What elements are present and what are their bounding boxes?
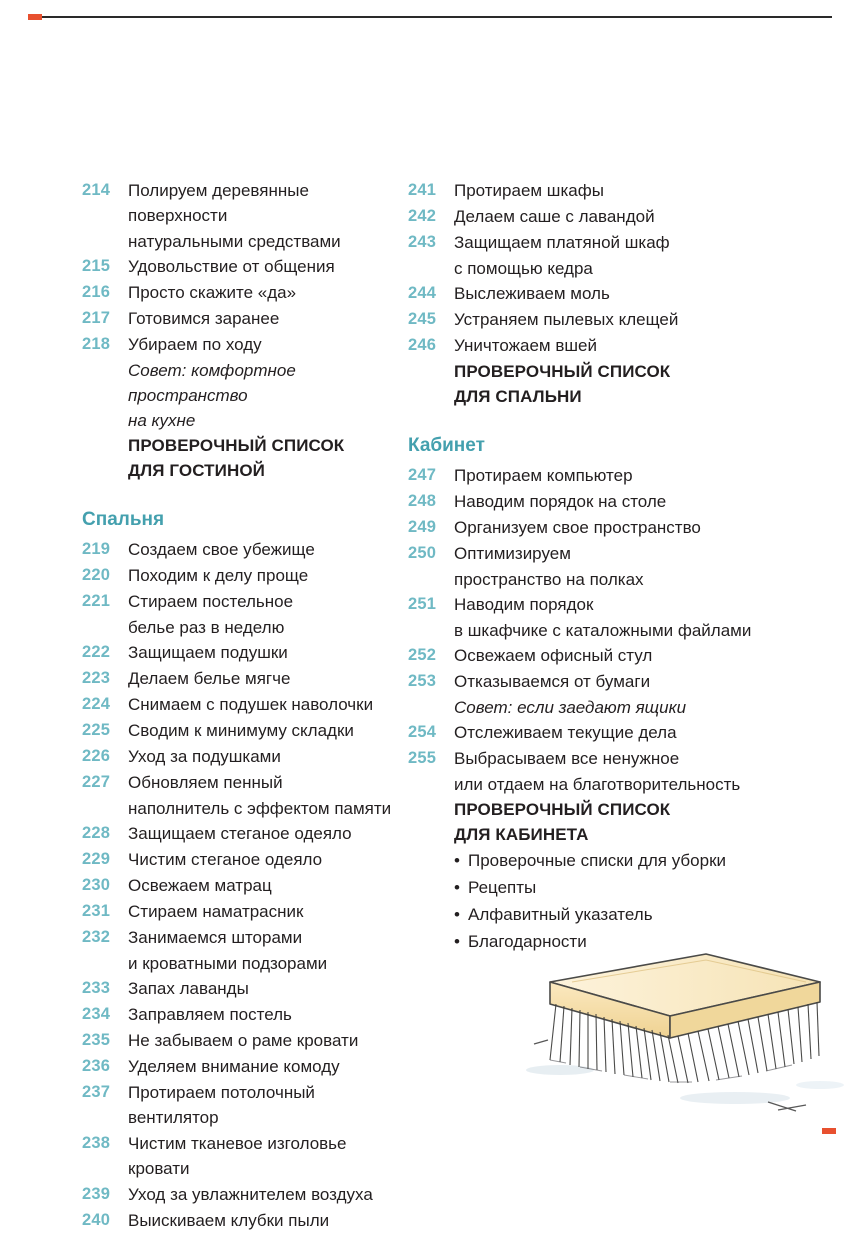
entry-title: Выискиваем клубки пыли bbox=[128, 1211, 330, 1230]
entry-number: 214 bbox=[82, 181, 111, 199]
entry-number: 254 bbox=[408, 723, 437, 741]
entry-number: 232 bbox=[82, 928, 111, 946]
list-item-label: Алфавитный указатель bbox=[468, 905, 653, 924]
entry-number: 248 bbox=[408, 492, 437, 510]
entry-title: Оптимизируем bbox=[454, 544, 571, 563]
toc-entry bbox=[82, 666, 400, 691]
entry-title: Уничтожаем вшей bbox=[454, 336, 597, 355]
toc-entry bbox=[82, 873, 400, 898]
decorative-header-rule bbox=[42, 16, 832, 18]
entry-title: Протираем потолочный вентилятор bbox=[128, 1083, 315, 1127]
entry-title: Отслеживаем текущие дела bbox=[454, 723, 677, 742]
entry-title: Удовольствие от общения bbox=[128, 257, 335, 276]
toc-entry bbox=[82, 925, 400, 950]
toc-entry bbox=[82, 537, 400, 562]
toc-entry bbox=[82, 1028, 400, 1053]
bullet-icon: • bbox=[454, 932, 460, 951]
scrub-brush-illustration bbox=[520, 920, 850, 1120]
entry-title: Уход за подушками bbox=[128, 747, 281, 766]
toc-entry bbox=[82, 1002, 400, 1027]
bullet-icon: • bbox=[454, 905, 460, 924]
toc-entry bbox=[408, 669, 864, 694]
entry-number: 252 bbox=[408, 646, 437, 664]
entry-number: 219 bbox=[82, 540, 111, 558]
toc-entry bbox=[408, 541, 864, 566]
decorative-red-mark-top bbox=[28, 14, 42, 20]
tip-line: Совет: если заедают ящики bbox=[454, 698, 687, 717]
entry-title-continued: и кроватными подзорами bbox=[128, 954, 328, 973]
entry-title-continued: или отдаем на благотворительность bbox=[454, 775, 741, 794]
list-item-label: Проверочные списки для уборки bbox=[468, 851, 726, 870]
entry-title: Выслеживаем моль bbox=[454, 284, 610, 303]
toc-entry bbox=[82, 178, 400, 228]
entry-number: 226 bbox=[82, 747, 111, 765]
entry-number: 229 bbox=[82, 850, 111, 868]
entry-number: 231 bbox=[82, 902, 111, 920]
entry-title: Защищаем платяной шкаф bbox=[454, 233, 670, 252]
entry-title: Чистим стеганое одеяло bbox=[128, 850, 323, 869]
entry-title: Устраняем пылевых клещей bbox=[454, 310, 679, 329]
entry-title: Сводим к минимуму складки bbox=[128, 721, 354, 740]
entry-number: 221 bbox=[82, 592, 111, 610]
checklist-heading: ПРОВЕРОЧНЫЙ СПИСОК bbox=[454, 362, 671, 381]
toc-entry bbox=[82, 976, 400, 1001]
toc-entry bbox=[408, 463, 864, 488]
toc-entry bbox=[82, 1080, 400, 1130]
entry-title: Убираем по ходу bbox=[128, 335, 262, 354]
entry-title: Защищаем подушки bbox=[128, 643, 288, 662]
entry-title: Стираем постельное bbox=[128, 592, 294, 611]
tip-line: Совет: комфортное пространство bbox=[128, 361, 296, 405]
entry-number: 224 bbox=[82, 695, 111, 713]
entry-title-continued: натуральными средствами bbox=[128, 232, 341, 251]
entry-title: Делаем саше с лавандой bbox=[454, 207, 655, 226]
toc-entry bbox=[82, 744, 400, 769]
entry-number: 215 bbox=[82, 257, 111, 275]
entry-number: 249 bbox=[408, 518, 437, 536]
entry-title-continued: наполнитель с эффектом памяти bbox=[128, 799, 392, 818]
entry-title-continued: пространство на полках bbox=[454, 570, 644, 589]
entry-number: 237 bbox=[82, 1083, 111, 1101]
entry-number: 223 bbox=[82, 669, 111, 687]
entry-title: Наводим порядок на столе bbox=[454, 492, 667, 511]
entry-title: Освежаем матрац bbox=[128, 876, 272, 895]
entry-title: Походим к делу проще bbox=[128, 566, 309, 585]
toc-entry bbox=[408, 643, 864, 668]
toc-entry bbox=[408, 333, 864, 358]
entry-number: 217 bbox=[82, 309, 111, 327]
entry-number: 236 bbox=[82, 1057, 111, 1075]
entry-number: 216 bbox=[82, 283, 111, 301]
entry-title: Обновляем пенный bbox=[128, 773, 283, 792]
entry-title: Освежаем офисный стул bbox=[454, 646, 653, 665]
toc-entry bbox=[82, 770, 400, 795]
entry-title: Уход за увлажнителем воздуха bbox=[128, 1185, 373, 1204]
entry-title: Делаем белье мягче bbox=[128, 669, 291, 688]
entry-number: 255 bbox=[408, 749, 437, 767]
entry-title: Готовимся заранее bbox=[128, 309, 280, 328]
entry-title: Протираем компьютер bbox=[454, 466, 633, 485]
toc-entry bbox=[408, 746, 864, 771]
entry-title: Стираем наматрасник bbox=[128, 902, 304, 921]
toc-entry bbox=[82, 306, 400, 331]
entry-number: 239 bbox=[82, 1185, 111, 1203]
toc-entry bbox=[408, 489, 864, 514]
checklist-heading: ПРОВЕРОЧНЫЙ СПИСОК bbox=[128, 436, 345, 455]
entry-title: Протираем шкафы bbox=[454, 181, 604, 200]
entry-title: Уделяем внимание комоду bbox=[128, 1057, 340, 1076]
list-item bbox=[408, 847, 864, 874]
toc-entry bbox=[408, 592, 864, 617]
entry-number: 241 bbox=[408, 181, 437, 199]
toc-entry bbox=[408, 515, 864, 540]
checklist-heading: ДЛЯ ГОСТИНОЙ bbox=[128, 461, 265, 480]
checklist-heading: ДЛЯ СПАЛЬНИ bbox=[454, 387, 582, 406]
entry-number: 220 bbox=[82, 566, 111, 584]
checklist-heading: ПРОВЕРОЧНЫЙ СПИСОК bbox=[454, 800, 671, 819]
section-heading-study: Кабинет bbox=[408, 435, 485, 456]
entry-number: 250 bbox=[408, 544, 437, 562]
toc-entry bbox=[408, 281, 864, 306]
toc-entry bbox=[82, 1054, 400, 1079]
entry-number: 218 bbox=[82, 335, 111, 353]
entry-title: Запах лаванды bbox=[128, 979, 249, 998]
entry-number: 251 bbox=[408, 595, 437, 613]
entry-number: 235 bbox=[82, 1031, 111, 1049]
list-item-label: Благодарности bbox=[468, 932, 587, 951]
bullet-icon: • bbox=[454, 878, 460, 897]
toc-entry bbox=[82, 1182, 400, 1207]
entry-number: 245 bbox=[408, 310, 437, 328]
entry-number: 247 bbox=[408, 466, 437, 484]
checklist-heading: ДЛЯ КАБИНЕТА bbox=[454, 825, 589, 844]
toc-entry bbox=[408, 720, 864, 745]
entry-number: 238 bbox=[82, 1134, 111, 1152]
left-column bbox=[0, 178, 400, 1234]
toc-entry bbox=[82, 821, 400, 846]
toc-entry bbox=[82, 1208, 400, 1233]
entry-number: 246 bbox=[408, 336, 437, 354]
toc-entry bbox=[408, 204, 864, 229]
toc-entry bbox=[82, 899, 400, 924]
entry-number: 228 bbox=[82, 824, 111, 842]
toc-entry bbox=[82, 254, 400, 279]
toc-entry bbox=[82, 847, 400, 872]
toc-entry bbox=[82, 640, 400, 665]
entry-number: 230 bbox=[82, 876, 111, 894]
entry-title: Снимаем с подушек наволочки bbox=[128, 695, 374, 714]
entry-title: Организуем свое пространство bbox=[454, 518, 701, 537]
entry-title: Чистим тканевое изголовье кровати bbox=[128, 1134, 347, 1178]
toc-entry bbox=[408, 230, 864, 255]
toc-entry bbox=[82, 563, 400, 588]
entry-title: Создаем свое убежище bbox=[128, 540, 315, 559]
entry-title: Занимаемся шторами bbox=[128, 928, 303, 947]
entry-number: 225 bbox=[82, 721, 111, 739]
toc-entry bbox=[408, 307, 864, 332]
toc-entry bbox=[82, 280, 400, 305]
toc-entry bbox=[82, 332, 400, 357]
entry-number: 240 bbox=[82, 1211, 111, 1229]
list-item-label: Рецепты bbox=[468, 878, 537, 897]
entry-title: Просто скажите «да» bbox=[128, 283, 297, 302]
section-heading-bedroom: Спальня bbox=[82, 509, 165, 530]
entry-title: Заправляем постель bbox=[128, 1005, 292, 1024]
entry-title-continued: с помощью кедра bbox=[454, 259, 593, 278]
entry-number: 233 bbox=[82, 979, 111, 997]
entry-title: Не забываем о раме кровати bbox=[128, 1031, 359, 1050]
entry-title-continued: в шкафчике с каталожными файлами bbox=[454, 621, 752, 640]
entry-number: 222 bbox=[82, 643, 111, 661]
entry-title: Отказываемся от бумаги bbox=[454, 672, 651, 691]
entry-title: Защищаем стеганое одеяло bbox=[128, 824, 352, 843]
entry-number: 234 bbox=[82, 1005, 111, 1023]
toc-entry bbox=[82, 1131, 400, 1181]
entry-number: 242 bbox=[408, 207, 437, 225]
entry-title: Выбрасываем все ненужное bbox=[454, 749, 680, 768]
tip-line: на кухне bbox=[128, 411, 196, 430]
entry-number: 243 bbox=[408, 233, 437, 251]
toc-entry bbox=[408, 178, 864, 203]
toc-entry bbox=[82, 589, 400, 614]
toc-entry bbox=[82, 718, 400, 743]
entry-number: 244 bbox=[408, 284, 437, 302]
list-item bbox=[408, 874, 864, 901]
toc-entry bbox=[82, 692, 400, 717]
entry-title: Полируем деревянные поверхности bbox=[128, 181, 309, 225]
entry-title-continued: белье раз в неделю bbox=[128, 618, 285, 637]
entry-number: 227 bbox=[82, 773, 111, 791]
bullet-icon: • bbox=[454, 851, 460, 870]
entry-title: Наводим порядок bbox=[454, 595, 594, 614]
entry-number: 253 bbox=[408, 672, 437, 690]
